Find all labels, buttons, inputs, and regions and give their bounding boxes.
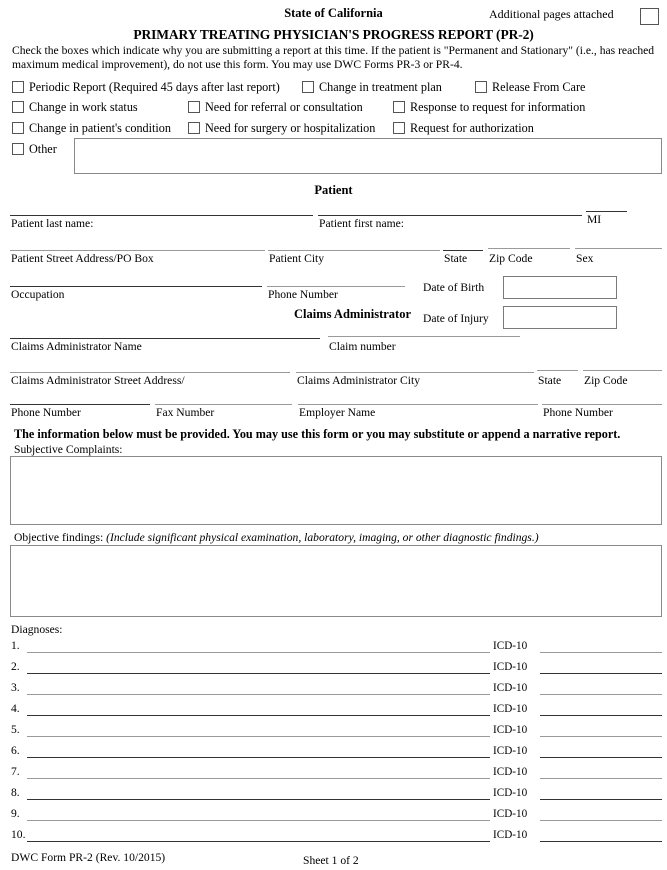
claims-administrator-zip-label: Zip Code <box>584 374 628 387</box>
other-reason-input[interactable] <box>74 138 662 174</box>
employer-name-label: Employer Name <box>299 406 376 419</box>
patient-last-name-input[interactable] <box>10 215 313 216</box>
diagnoses-heading: Diagnoses: <box>11 623 63 636</box>
icd-code-label: ICD-10 <box>493 766 528 778</box>
claims-administrator-name-label: Claims Administrator Name <box>11 340 142 353</box>
icd-code-input[interactable] <box>540 715 662 716</box>
checkbox-box[interactable] <box>12 81 24 93</box>
additional-pages-checkbox[interactable] <box>640 8 659 25</box>
date-of-birth-label: Date of Birth <box>423 281 485 294</box>
checkbox-box[interactable] <box>188 101 200 113</box>
checkbox-label: Other <box>29 141 57 156</box>
checkbox-label: Change in patient's condition <box>29 120 171 135</box>
icd-code-label: ICD-10 <box>493 682 528 694</box>
checkbox-need-referral-consultation[interactable] <box>188 99 363 114</box>
subjective-complaints-input[interactable] <box>10 456 662 525</box>
icd-code-input[interactable] <box>540 757 662 758</box>
diagnosis-text-input[interactable] <box>27 673 490 674</box>
form-id-footer: DWC Form PR-2 (Rev. 10/2015) <box>11 851 166 864</box>
checkbox-label: Change in work status <box>29 99 138 114</box>
patient-state-label: State <box>444 252 468 265</box>
objective-findings-input[interactable] <box>10 545 662 617</box>
objective-findings-label: Objective findings: <box>14 531 104 544</box>
diagnosis-number: 2. <box>11 660 20 673</box>
diagnosis-text-input[interactable] <box>27 736 490 737</box>
checkbox-box[interactable] <box>188 122 200 134</box>
checkbox-box[interactable] <box>12 143 24 155</box>
patient-city-input[interactable] <box>268 250 440 251</box>
claims-administrator-street-input[interactable] <box>10 372 290 373</box>
icd-code-input[interactable] <box>540 820 662 821</box>
claims-administrator-phone-label: Phone Number <box>11 406 81 419</box>
diagnosis-text-input[interactable] <box>27 841 490 842</box>
patient-mi-label: MI <box>587 213 602 226</box>
checkbox-box[interactable] <box>393 101 405 113</box>
diagnosis-text-input[interactable] <box>27 694 490 695</box>
diagnosis-number: 9. <box>11 807 20 820</box>
patient-occupation-input[interactable] <box>10 286 262 287</box>
patient-occupation-label: Occupation <box>11 288 65 301</box>
checkbox-request-authorization[interactable] <box>393 120 534 135</box>
diagnosis-text-input[interactable] <box>27 757 490 758</box>
state-heading: State of California <box>284 6 383 20</box>
diagnosis-number: 3. <box>11 681 20 694</box>
diagnosis-number: 4. <box>11 702 20 715</box>
instructions-text: Check the boxes which indicate why you are submitting a report at this time. If the patient is "Permanent and Stationary" (i.e., has reached maximum medical improvement), do not use this form. You may use DWC Forms PR-3 or PR-4. <box>12 44 655 71</box>
checkbox-other[interactable] <box>12 141 57 156</box>
patient-city-label: Patient City <box>269 252 325 265</box>
claims-administrator-phone-input[interactable] <box>10 404 150 405</box>
patient-street-input[interactable] <box>10 250 265 251</box>
icd-code-label: ICD-10 <box>493 703 528 715</box>
patient-last-name-label: Patient last name: <box>11 217 94 230</box>
diagnosis-text-input[interactable] <box>27 715 490 716</box>
checkbox-box[interactable] <box>393 122 405 134</box>
claims-administrator-heading: Claims Administrator <box>293 307 411 321</box>
diagnosis-number: 1. <box>11 639 20 652</box>
employer-phone-input[interactable] <box>542 404 662 405</box>
patient-street-label: Patient Street Address/PO Box <box>11 252 154 265</box>
checkbox-need-surgery-hospitalization[interactable] <box>188 120 375 135</box>
additional-pages-label: Additional pages attached <box>489 7 614 21</box>
narrative-notice: The information below must be provided. You may use this form or you may substitute or append a narrative report. <box>14 427 621 441</box>
checkbox-release-from-care[interactable] <box>475 79 585 94</box>
patient-section-heading: Patient <box>314 183 353 197</box>
patient-sex-label: Sex <box>576 252 594 265</box>
checkbox-change-work-status[interactable] <box>12 99 138 114</box>
diagnosis-number: 10. <box>11 828 26 841</box>
diagnosis-text-input[interactable] <box>27 652 490 653</box>
checkbox-box[interactable] <box>302 81 314 93</box>
patient-zip-label: Zip Code <box>489 252 533 265</box>
objective-findings-label-group <box>14 531 539 544</box>
date-of-injury-label: Date of Injury <box>423 312 489 325</box>
patient-sex-input[interactable] <box>575 248 662 249</box>
checkbox-periodic-report[interactable] <box>12 79 280 94</box>
claims-administrator-name-input[interactable] <box>10 338 320 339</box>
claims-administrator-fax-input[interactable] <box>155 404 292 405</box>
patient-mi-input[interactable] <box>586 211 627 212</box>
icd-code-label: ICD-10 <box>493 829 528 841</box>
checkbox-box[interactable] <box>12 101 24 113</box>
checkbox-label: Need for surgery or hospitalization <box>205 120 376 135</box>
patient-first-name-label: Patient first name: <box>319 217 405 230</box>
subjective-complaints-label: Subjective Complaints: <box>14 443 123 456</box>
diagnosis-number: 5. <box>11 723 20 736</box>
icd-code-input[interactable] <box>540 736 662 737</box>
icd-code-label: ICD-10 <box>493 661 528 673</box>
icd-code-label: ICD-10 <box>493 808 528 820</box>
claims-administrator-fax-label: Fax Number <box>156 406 215 419</box>
checkbox-label: Release From Care <box>492 79 586 94</box>
patient-phone-input[interactable] <box>267 286 405 287</box>
icd-code-input[interactable] <box>540 694 662 695</box>
diagnosis-text-input[interactable] <box>27 820 490 821</box>
page-title: PRIMARY TREATING PHYSICIAN'S PROGRESS REPORT (PR-2) <box>133 27 534 42</box>
checkbox-change-treatment-plan[interactable] <box>302 79 442 94</box>
checkbox-label: Need for referral or consultation <box>205 99 363 114</box>
diagnosis-number: 6. <box>11 744 20 757</box>
objective-findings-hint: (Include significant physical examination, laboratory, imaging, or other diagnostic findings.) <box>106 531 539 544</box>
checkbox-label: Request for authorization <box>410 120 534 135</box>
diagnosis-text-input[interactable] <box>27 799 490 800</box>
date-of-birth-input[interactable] <box>503 276 617 299</box>
claims-administrator-zip-input[interactable] <box>583 370 662 371</box>
icd-code-label: ICD-10 <box>493 787 528 799</box>
icd-code-input[interactable] <box>540 841 662 842</box>
patient-first-name-input[interactable] <box>318 215 582 216</box>
claims-administrator-street-label: Claims Administrator Street Address/ <box>11 374 185 387</box>
icd-code-label: ICD-10 <box>493 724 528 736</box>
claims-administrator-state-input[interactable] <box>537 370 578 371</box>
diagnosis-text-input[interactable] <box>27 778 490 779</box>
date-of-injury-input[interactable] <box>503 306 617 329</box>
claim-number-input[interactable] <box>328 336 520 337</box>
patient-zip-input[interactable] <box>488 248 570 249</box>
patient-state-input[interactable] <box>443 250 483 251</box>
checkbox-response-request-info[interactable] <box>393 99 585 114</box>
claims-administrator-city-label: Claims Administrator City <box>297 374 421 387</box>
claim-number-label: Claim number <box>329 340 396 353</box>
employer-name-input[interactable] <box>298 404 538 405</box>
sheet-number-footer: Sheet 1 of 2 <box>303 854 359 867</box>
icd-code-input[interactable] <box>540 652 662 653</box>
checkbox-change-patient-condition[interactable] <box>12 120 171 135</box>
claims-administrator-state-label: State <box>538 374 562 387</box>
patient-phone-label: Phone Number <box>268 288 338 301</box>
checkbox-label: Periodic Report (Required 45 days after last report) <box>29 79 280 94</box>
icd-code-label: ICD-10 <box>493 745 528 757</box>
checkbox-box[interactable] <box>475 81 487 93</box>
employer-phone-label: Phone Number <box>543 406 613 419</box>
checkbox-box[interactable] <box>12 122 24 134</box>
diagnosis-number: 8. <box>11 786 20 799</box>
icd-code-input[interactable] <box>540 799 662 800</box>
icd-code-input[interactable] <box>540 673 662 674</box>
diagnosis-number: 7. <box>11 765 20 778</box>
checkbox-label: Change in treatment plan <box>319 79 442 94</box>
checkbox-label: Response to request for information <box>410 99 586 114</box>
icd-code-input[interactable] <box>540 778 662 779</box>
claims-administrator-city-input[interactable] <box>296 372 534 373</box>
icd-code-label: ICD-10 <box>493 640 528 652</box>
